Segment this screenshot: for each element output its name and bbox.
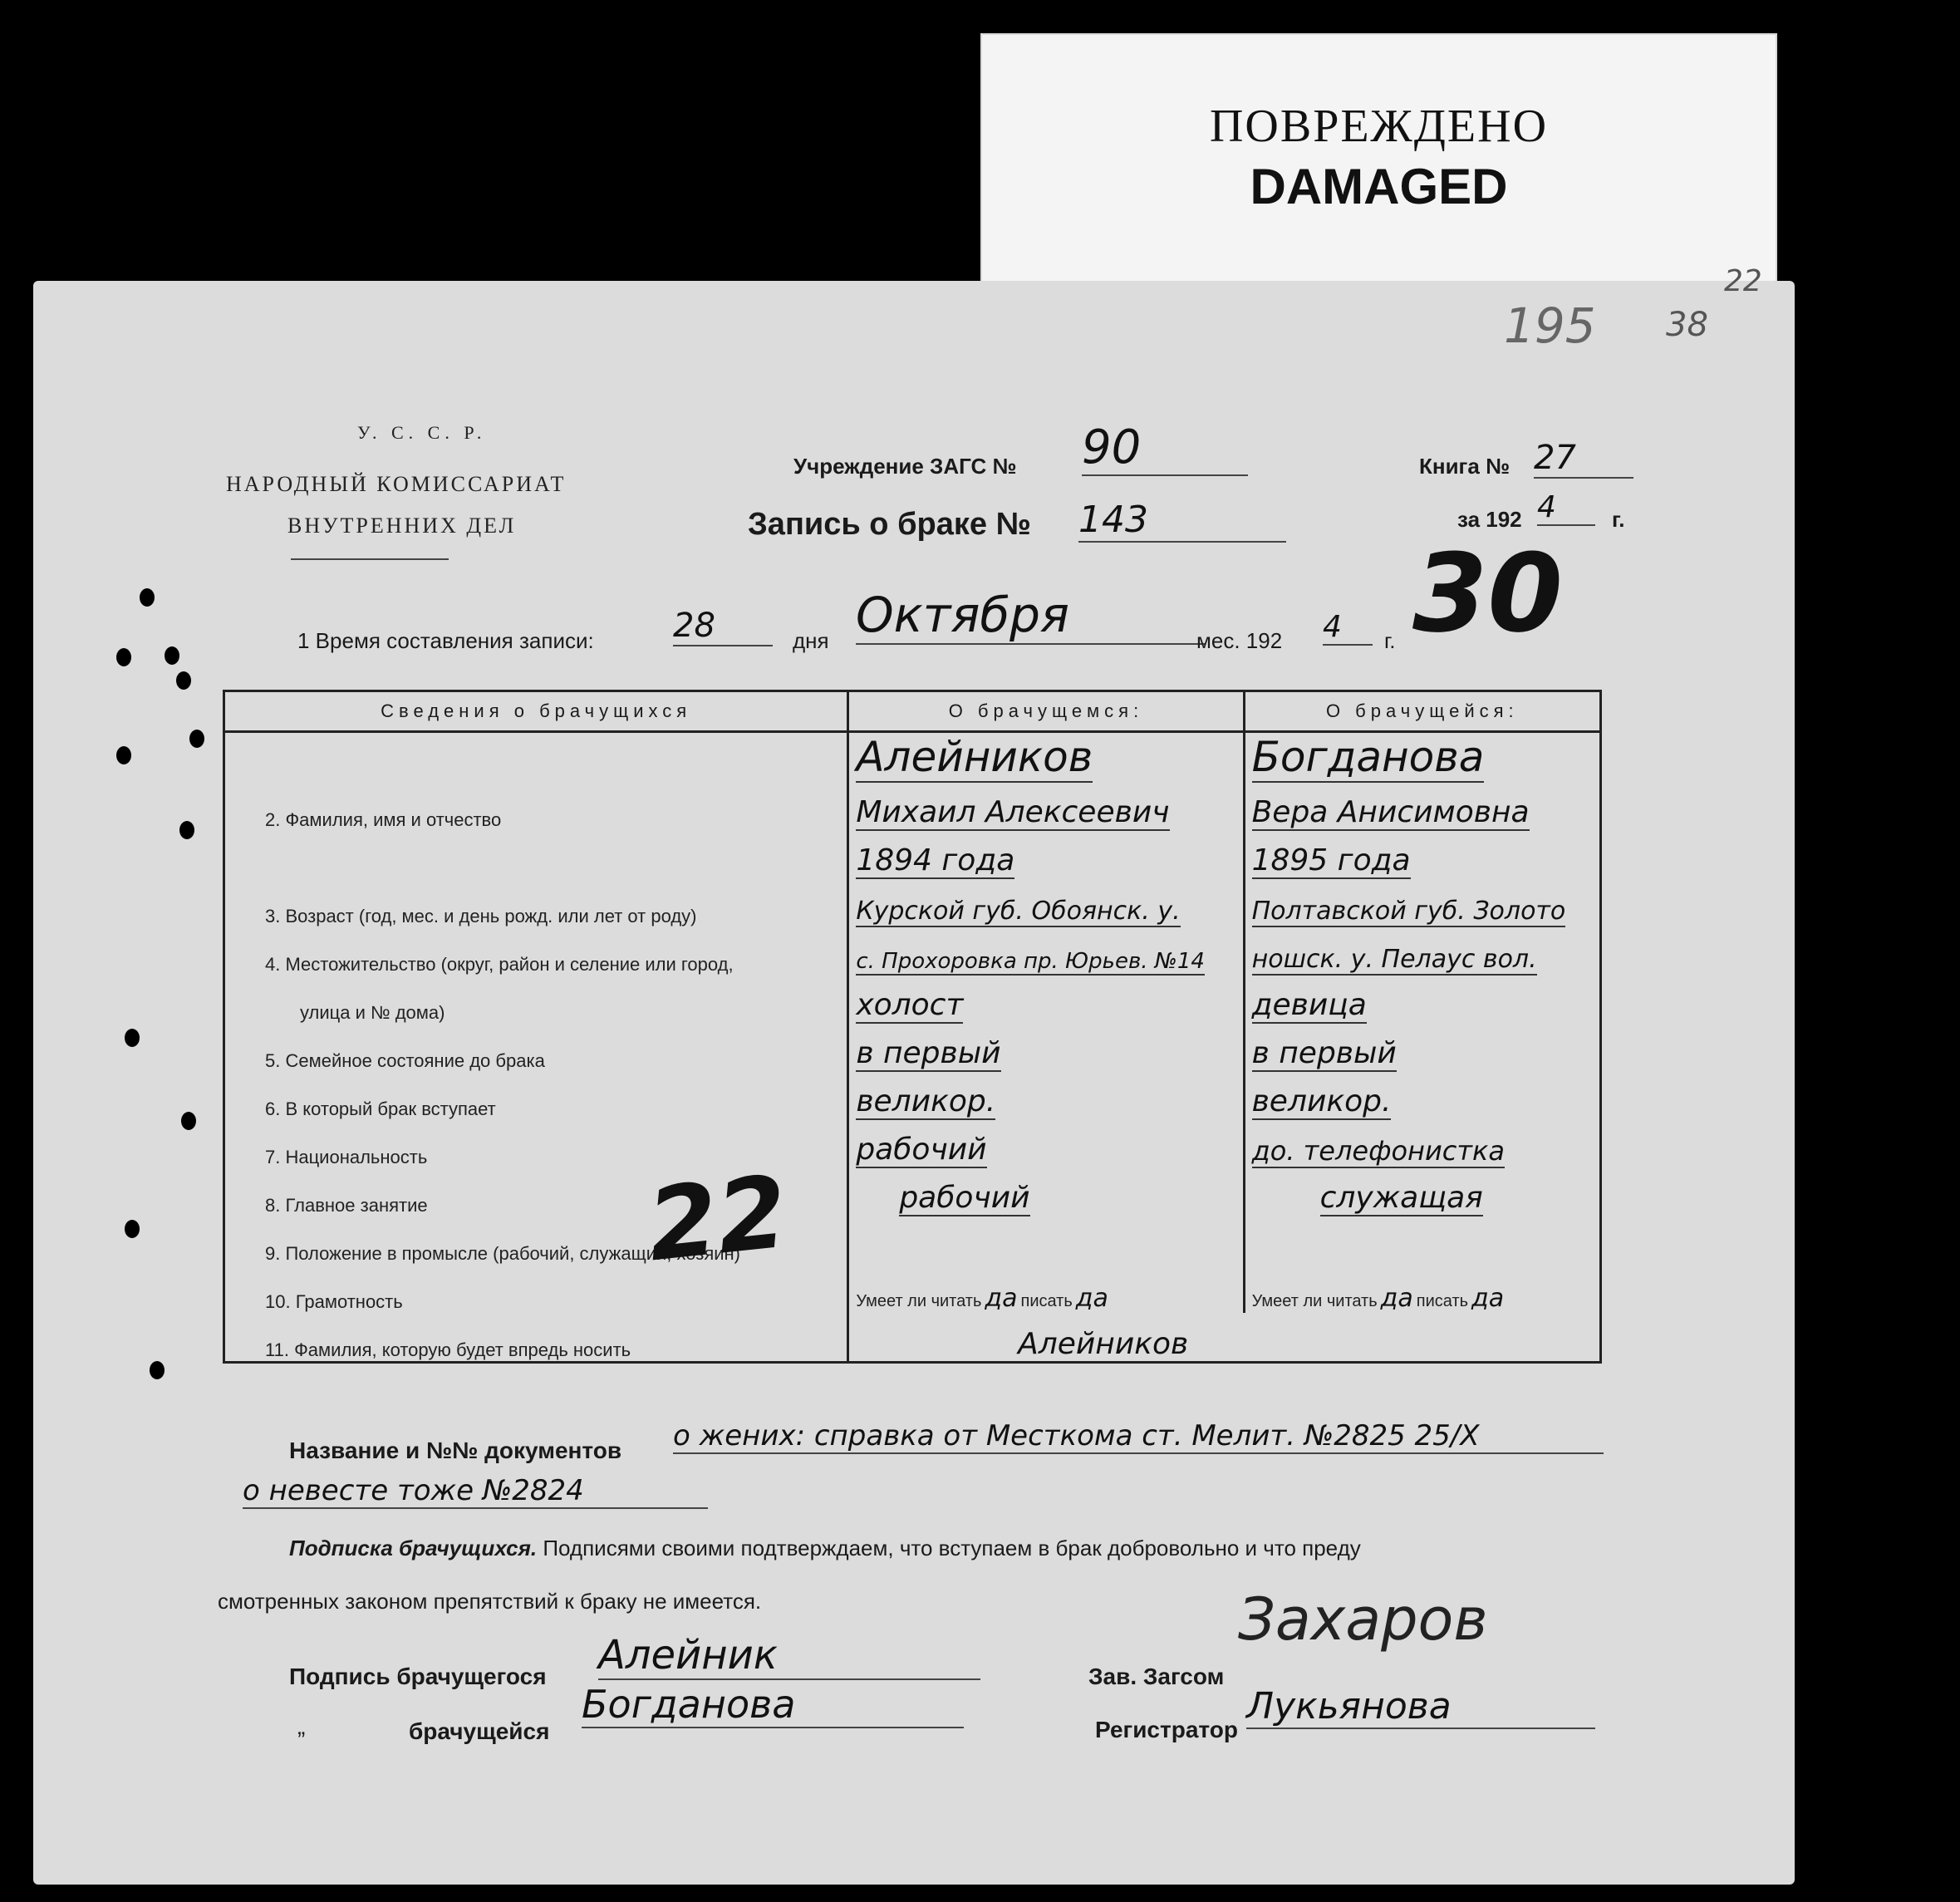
row-label: улица и № дома) — [300, 1002, 445, 1023]
row-label — [224, 732, 848, 784]
literacy-label: 10. Грамотность — [265, 1291, 403, 1312]
commissariat-line2: ВНУТРЕННИХ ДЕЛ — [287, 514, 517, 538]
table-row — [224, 976, 1601, 1024]
groom-value: Михаил Алексеевич — [856, 795, 1170, 829]
read-label: Умеет ли читать — [856, 1292, 982, 1310]
groom-value: холост — [856, 988, 964, 1022]
table-row — [224, 879, 1601, 927]
bride-value: Полтавской губ. Золото — [1251, 897, 1566, 926]
book-number: 27 — [1534, 439, 1633, 479]
row-label — [224, 831, 848, 879]
table-row — [224, 927, 1601, 976]
registrar-signature: Лукьянова — [1246, 1685, 1595, 1729]
row-label: 3. Возраст (год, мес. и день рожд. или лет от роду) — [265, 906, 697, 926]
declaration-text1: Подписями своими подтверждаем, что вступаем в брак добровольно и что преду — [543, 1536, 1361, 1560]
groom-value: рабочий — [856, 1133, 987, 1167]
table-row — [224, 831, 1601, 879]
groom-write-value: да — [1075, 1284, 1108, 1313]
office-label: Учреждение ЗАГС № — [793, 454, 1017, 479]
month-label: мес. 192 — [1196, 628, 1283, 653]
marriage-details-table — [223, 690, 1602, 1364]
groom-value: рабочий — [899, 1181, 1030, 1215]
bride-value: Вера Анисимовна — [1251, 795, 1530, 829]
registrar-label: Регистратор — [1095, 1717, 1238, 1742]
bride-value: 1895 года — [1251, 843, 1411, 877]
corner-mark-b: 22 — [1724, 264, 1762, 298]
book-label: Книга № — [1419, 454, 1511, 479]
bride-value: великор. — [1251, 1084, 1392, 1118]
head-signature: Захаров — [1238, 1585, 1488, 1654]
damaged-stamp — [980, 33, 1777, 286]
write-label: писать — [1020, 1292, 1073, 1310]
margin-number: 22 — [642, 1154, 793, 1285]
stamp-label-ru: ПОВРЕЖДЕНО — [1209, 101, 1549, 152]
record-month: Октября — [856, 587, 1205, 645]
table-row — [224, 1168, 1601, 1216]
table-row — [224, 1072, 1601, 1120]
stamp-label-en: DAMAGED — [1250, 159, 1508, 214]
write-label: писать — [1416, 1292, 1469, 1310]
row-label: 2. Фамилия, имя и отчество — [265, 809, 502, 830]
future-surname-label: 11. Фамилия, которую будет впредь носить — [265, 1339, 631, 1360]
bride-value: девица — [1251, 988, 1367, 1022]
col-header-details: Сведения о брачущихся — [224, 691, 848, 732]
groom-signature-label: Подпись брачущегося — [289, 1664, 547, 1689]
record-title: Запись о браке № — [748, 507, 1031, 542]
record-year-suffix: г. — [1384, 628, 1396, 653]
row-label: 7. Национальность — [265, 1147, 428, 1167]
bride-signature: Богданова — [582, 1682, 964, 1728]
marriage-record-sheet — [33, 264, 1795, 1885]
table-row — [224, 783, 1601, 831]
groom-value: Курской губ. Обоянск. у. — [856, 897, 1181, 926]
bride-signature-label: брачущейся — [409, 1718, 550, 1744]
row-label: 9. Положение в промысле (рабочий, служащий, хозяин) — [265, 1243, 740, 1264]
punch-hole — [150, 1361, 165, 1379]
year-suffix: г. — [1612, 507, 1625, 532]
corner-mark-a: 195 — [1504, 297, 1596, 354]
punch-hole — [179, 821, 194, 839]
bride-literacy — [1244, 1265, 1600, 1313]
future-surname-value: Алейников — [1018, 1327, 1189, 1361]
read-label: Умеет ли читать — [1251, 1292, 1378, 1310]
punch-hole — [181, 1112, 196, 1130]
bride-value: до. телефонистка — [1251, 1135, 1505, 1167]
future-surname-row — [224, 1313, 1601, 1363]
bride-value: Богданова — [1251, 733, 1485, 781]
groom-value: с. Прохоровка пр. Юрьев. №14 — [856, 949, 1205, 974]
col-header-groom: О брачущемся: — [848, 691, 1244, 732]
row-label: 5. Семейное состояние до брака — [265, 1050, 545, 1071]
groom-literacy — [848, 1265, 1244, 1313]
table-header-row — [224, 691, 1601, 732]
office-number: 90 — [1082, 420, 1248, 476]
republic-label: У. С. С. Р. — [357, 422, 487, 443]
bride-cell — [1244, 732, 1600, 784]
corner-mark-c: 38 — [1666, 306, 1708, 344]
day-label: дня — [793, 628, 829, 653]
punch-hole — [125, 1220, 140, 1238]
punch-hole — [116, 648, 131, 666]
groom-value: великор. — [856, 1084, 996, 1118]
record-year-digit: 4 — [1323, 610, 1373, 646]
row-label: 6. В который брак вступает — [265, 1098, 496, 1119]
head-signature-label: Зав. Загсом — [1088, 1664, 1225, 1689]
groom-value: в первый — [856, 1036, 1001, 1070]
punch-hole — [125, 1029, 140, 1047]
record-day: 28 — [673, 607, 773, 646]
time-label: 1 Время составления записи: — [297, 628, 594, 653]
groom-cell — [848, 732, 1244, 784]
punch-hole — [116, 746, 131, 764]
record-number: 143 — [1078, 499, 1286, 543]
declaration-lead: Подписка брачущихся. — [289, 1536, 538, 1560]
year-digit: 4 — [1537, 490, 1595, 526]
table-row — [224, 1216, 1601, 1265]
groom-read-value: да — [985, 1284, 1018, 1313]
year-label: за 192 — [1457, 507, 1522, 532]
bride-read-value: да — [1380, 1284, 1413, 1313]
literacy-row — [224, 1265, 1601, 1313]
bride-value: ношск. у. Пелаус вол. — [1251, 945, 1537, 974]
punch-hole — [189, 730, 204, 748]
punch-hole — [165, 646, 179, 665]
commissariat-line1: НАРОДНЫЙ КОМИССАРИАТ — [226, 472, 567, 496]
col-header-bride: О брачущейся: — [1244, 691, 1600, 732]
row-label: 8. Главное занятие — [265, 1195, 428, 1216]
table-row — [224, 1120, 1601, 1168]
groom-value: Алейников — [856, 733, 1093, 781]
bride-write-value: да — [1471, 1284, 1505, 1313]
documents-label: Название и №№ документов — [289, 1438, 622, 1463]
table-row — [224, 732, 1601, 784]
bride-value: служащая — [1319, 1181, 1483, 1215]
table-row — [224, 1024, 1601, 1072]
punch-hole — [140, 588, 155, 607]
documents-value-line1: о жених: справка от Месткома ст. Мелит. №2825 25/X — [673, 1419, 1604, 1454]
groom-signature: Алейник — [598, 1632, 980, 1680]
big-number: 30 — [1412, 530, 1563, 656]
declaration-line1 — [289, 1536, 1361, 1561]
declaration-line2: смотренных законом препятствий к браку не имеется. — [218, 1589, 762, 1614]
bride-value: в первый — [1251, 1036, 1397, 1070]
bride-prefix: „ — [297, 1713, 306, 1739]
header-divider — [291, 558, 449, 560]
documents-value-line2: о невесте тоже №2824 — [243, 1474, 708, 1509]
punch-hole — [176, 671, 191, 690]
groom-value: 1894 года — [856, 843, 1015, 877]
row-label: 4. Местожительство (округ, район и селение или город, — [265, 954, 734, 975]
